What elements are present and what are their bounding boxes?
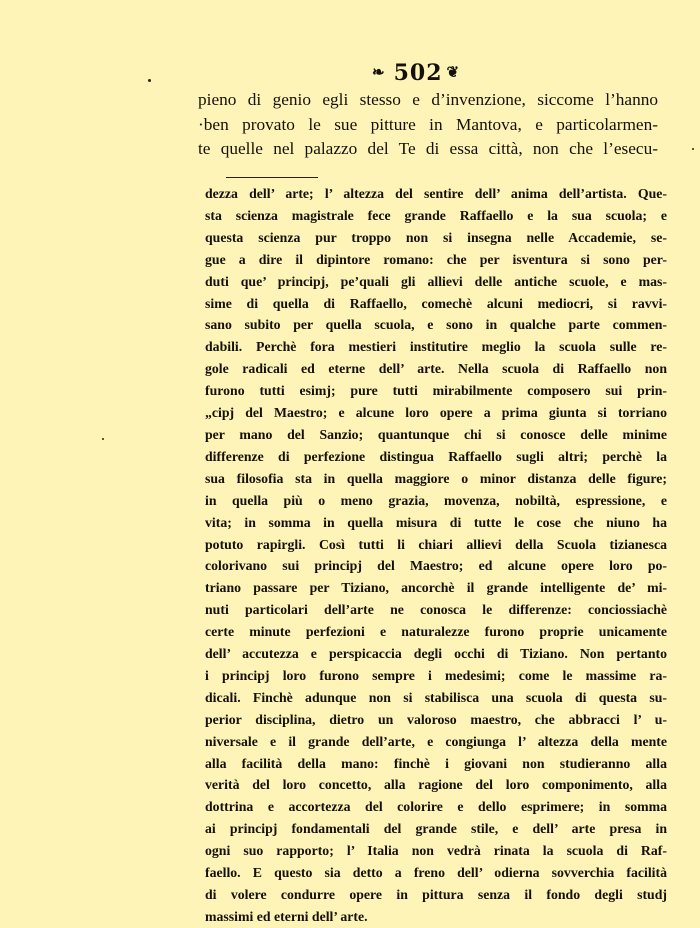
footnote-line: i principj loro furono sempre i medesimi; come le massime ra- <box>205 667 667 683</box>
footnote-line: verità del loro concetto, alla ragione del loro componimento, alla <box>205 777 667 793</box>
paper-speck <box>148 79 151 82</box>
footnote-line: differenze di perfezione distingua Raffaello sugli altri; perchè la <box>205 448 667 464</box>
footnote-line: dicali. Finchè adunque non si stabilisca una scuola di questa su- <box>205 689 667 705</box>
footnote-line: di volere condurre opere in pittura senza il fondo degli studj <box>205 887 667 902</box>
right-ornament-icon: ❦ <box>446 63 461 81</box>
footnote-line: niversale e il grande dell’arte, e congiunga l’ altezza della mente <box>205 733 667 749</box>
main-text-line: ·ben provato le sue pitture in Mantova, e particolarmen- <box>198 114 658 134</box>
footnote-line: per mano del Sanzio; quantunque chi si conosce delle minime <box>205 426 667 442</box>
left-ornament-icon: ❧ <box>372 63 386 81</box>
footnote-line: gole radicali ed eterne dell’ arte. Nella scuola di Raffaello non <box>205 361 667 377</box>
footnote-line: sta scienza magistrale fece grande Raffaello e la sua scuola; e <box>205 207 667 223</box>
footnote-line: ogni suo rapporto; l’ Italia non vedrà rinata la scuola di Raf- <box>205 843 667 859</box>
footnote-line: duti que’ principj, pe’quali gli allievi delle antiche scuole, e mas- <box>205 273 667 289</box>
footnote-line: dezza dell’ arte; l’ altezza del sentire dell’ anima dell’artista. Que- <box>205 186 667 201</box>
page-number: 502 <box>393 60 443 86</box>
footnote-line: questa scienza pur troppo non si insegna nelle Accademie, se- <box>205 229 667 245</box>
footnote-line: dell’ accutezza e perspicaccia degli occhi di Tiziano. Non pertanto <box>205 646 667 662</box>
footnote-line: vita; in somma in quella misura di tutte le cose che niuno ha <box>205 514 667 530</box>
footnote-line: faello. E questo sia detto a freno dell’ odierna sovverchia facilità <box>205 865 667 881</box>
page-header <box>372 60 460 86</box>
footnote-line: sua filosofia sta in quella maggiore o minor distanza delle figure; <box>205 470 667 486</box>
footnote-line: ai principj fondamentali del grande stile, e dell’ arte presa in <box>205 821 667 837</box>
footnote-line: furono tutti esimj; pure tutti mirabilmente composero sui prin- <box>205 383 667 399</box>
footnote-line: alla facilità della mano: finchè i giovani non studieranno alla <box>205 755 667 771</box>
footnote-line: sano subito per quella scuola, e sono in qualche parte commen- <box>205 317 667 333</box>
footnote-line: in quella più o meno grazia, movenza, nobiltà, espressione, e <box>205 492 667 508</box>
footnote-rule <box>226 177 318 178</box>
footnote-line: gue a dire il dipintore romano: che per isventura si sono per- <box>205 251 667 267</box>
footnote-line: colorivano sui principj del Maestro; ed alcune opere loro po- <box>205 558 667 574</box>
main-text-line: te quelle nel palazzo del Te di essa città, non che l’esecu- <box>198 139 658 158</box>
footnote-line: certe minute perfezioni e naturalezze furono proprie unicamente <box>205 624 667 640</box>
footnote-line: nuti particolari dell’arte ne conosca le differenze: conciossiachè <box>205 602 667 618</box>
paper-speck <box>102 438 104 440</box>
main-text-block <box>198 88 658 162</box>
footnote-line: sime di quella di Raffaello, comechè alcuni mediocri, si ravvi- <box>205 295 667 311</box>
footnote-line: potuto rapirgli. Così tutti li chiari allievi della Scuola tizianesca <box>205 536 667 552</box>
footnote-block <box>205 183 667 928</box>
footnote-line: massimi ed eterni dell’ arte. <box>205 908 368 924</box>
footnote-line: dabili. Perchè fora mestieri institutire meglio la scuola sulle re- <box>205 339 667 355</box>
paper-speck <box>692 148 694 150</box>
main-text-line: pieno di genio egli stesso e d’invenzione, siccome l’hanno <box>198 90 658 109</box>
footnote-line: dottrina e accortezza del colorire e dello esprimere; in somma <box>205 799 667 815</box>
footnote-line: „cipj del Maestro; e alcune loro opere a prima giunta si torriano <box>205 405 667 421</box>
footnote-line: triano passare per Tiziano, ancorchè il grande intelligente de’ mi- <box>205 580 667 596</box>
footnote-line: perior disciplina, dietro un valoroso maestro, che abbracci l’ u- <box>205 711 667 727</box>
